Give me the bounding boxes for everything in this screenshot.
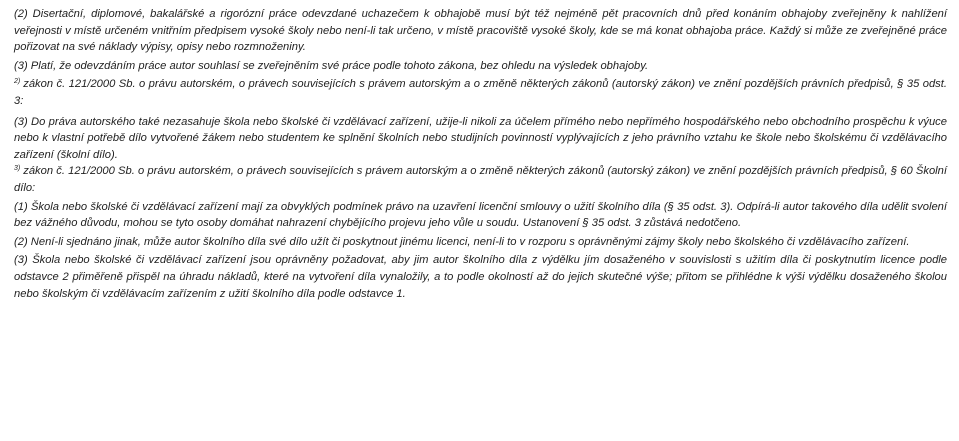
footnote-text: zákon č. 121/2000 Sb. o právu autorském, o právech souvisejících s právem autorským a o změně některých zákonů (autorský zákon) ve znění pozdějších právních předpisů, § 60 Školní dílo: [14,165,947,194]
paragraph-35-3-school-work: (3) Do práva autorského také nezasahuje škola nebo školské či vzdělávací zařízení, užije-li nikoli za účelem přímého nebo nepřímého hospodářského nebo obchodního prospěchu k výuce nebo k vlastní potřebě dílo vytvořené žákem nebo studentem ke splnění školních nebo studijních povinností vyplývajících z jeho právního vztahu ke škole nebo školskému či vzdělávacího zařízení (školní dílo). [14,115,947,161]
paragraph-60-2-author-use: (2) Není-li sjednáno jinak, může autor školního díla své dílo užít či poskytnout jinému licenci, není-li to v rozporu s oprávněnými zájmy školy nebo školského či vzdělávacího zařízení. [14,235,910,248]
paragraph-3-consent: (3) Platí, že odevzdáním práce autor souhlasí se zveřejněním své práce podle tohoto zákona, bez ohledu na výsledek obhajoby. [14,59,649,72]
paragraph-60-3-costs: (3) Škola nebo školské či vzdělávací zařízení jsou oprávněny požadovat, aby jim autor školního díla z výdělku jím dosaženého v souvislosti s užitím díla či poskytnutím licence podle odstavce 2 přiměřeně přispěl na úhradu nákladů, které na vytvoření díla vynaložily, a to podle okolností až do jejich skutečné výše; přitom se přihlédne k výši výdělku dosaženého školou nebo školským či vzdělávacím zařízením z užití školního díla podle odstavce 1. [14,254,947,300]
footnote-text: zákon č. 121/2000 Sb. o právu autorském, o právech souvisejících s právem autorským a o změně některých zákonů (autorský zákon) ve znění pozdějších právních předpisů, § 35 odst. 3: [14,78,947,107]
footnote-marker: 2) [14,78,21,86]
paragraph-2-theses-publication: (2) Disertační, diplomové, bakalářské a rigorózní práce odevzdané uchazečem k obhajobě musí být též nejméně pět pracovních dnů před konáním obhajoby zveřejněny k nahlížení veřejnosti v místě určeném vnitřním předpisem vysoké školy nebo není-li tak určeno, v místě pracoviště vysoké školy, kde se má konat obhajoba práce. Každý si může ze zveřejněné práce pořizovat na své náklady výpisy, opisy nebo rozmnoženiny. [14,8,947,54]
footnote-marker: 3) [14,165,21,173]
footnote-2 [14,76,947,109]
footnote-3 [14,163,947,196]
paragraph-60-1-license: (1) Škola nebo školské či vzdělávací zařízení mají za obvyklých podmínek právo na uzavření licenční smlouvy o užití školního díla (§ 35 odst. 3). Odpírá-li autor takového díla udělit svolení bez vážného důvodu, mohou se tyto osoby domáhat nahrazení chybějícího projevu jeho vůle u soudu. Ustanovení § 35 odst. 3 zůstává nedotčeno. [14,200,947,230]
